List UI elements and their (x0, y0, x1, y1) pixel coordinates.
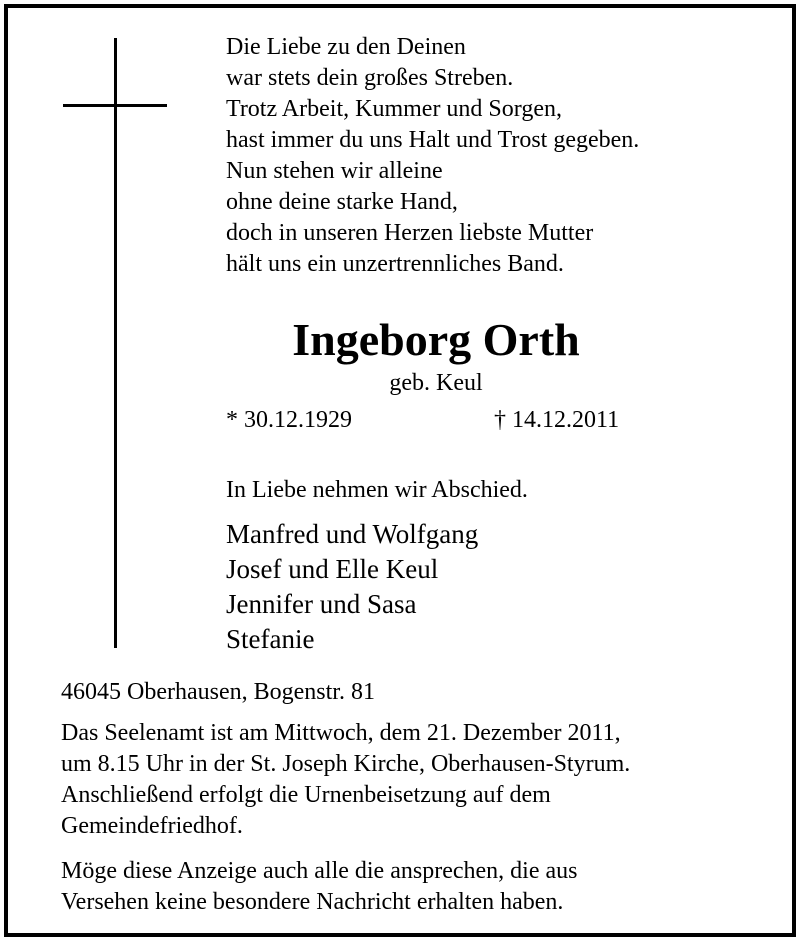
cross-icon (114, 38, 117, 648)
address: 46045 Oberhausen, Bogenstr. 81 (61, 679, 375, 705)
mourners-list (226, 517, 478, 657)
closing-note (61, 856, 577, 918)
farewell-text: In Liebe nehmen wir Abschied. (226, 477, 528, 503)
poem-line: doch in unseren Herzen liebste Mutter (226, 220, 594, 246)
mourner: Josef und Elle Keul (226, 554, 439, 584)
poem-line: war stets dein großes Streben. (226, 65, 514, 91)
mourner: Jennifer und Sasa (226, 589, 417, 619)
poem-line: hält uns ein unzertrennliches Band. (226, 251, 564, 277)
poem-line: Nun stehen wir alleine (226, 158, 443, 184)
birth-date: * 30.12.1929 (226, 407, 352, 433)
death-date: † 14.12.2011 (494, 407, 620, 433)
service-line: Anschließend erfolgt die Urnenbeisetzung auf dem (61, 782, 551, 808)
service-line: um 8.15 Uhr in der St. Joseph Kirche, Oberhausen-Styrum. (61, 751, 631, 777)
service-line: Das Seelenamt ist am Mittwoch, dem 21. Dezember 2011, (61, 720, 621, 746)
poem-line: hast immer du uns Halt und Trost gegeben. (226, 127, 640, 153)
deceased-name: Ingeborg Orth (292, 314, 580, 365)
poem-line: ohne deine starke Hand, (226, 189, 458, 215)
service-info (61, 718, 630, 842)
note-line: Versehen keine besondere Nachricht erhalten haben. (61, 889, 564, 915)
mourner: Stefanie (226, 624, 315, 654)
cross-icon-bar (63, 104, 167, 107)
poem-line: Trotz Arbeit, Kummer und Sorgen, (226, 96, 562, 122)
poem (226, 32, 639, 280)
service-line: Gemeindefriedhof. (61, 813, 243, 839)
mourner: Manfred und Wolfgang (226, 519, 479, 549)
poem-line: Die Liebe zu den Deinen (226, 34, 466, 60)
note-line: Möge diese Anzeige auch alle die ansprechen, die aus (61, 858, 578, 884)
birth-name: geb. Keul (389, 370, 483, 396)
